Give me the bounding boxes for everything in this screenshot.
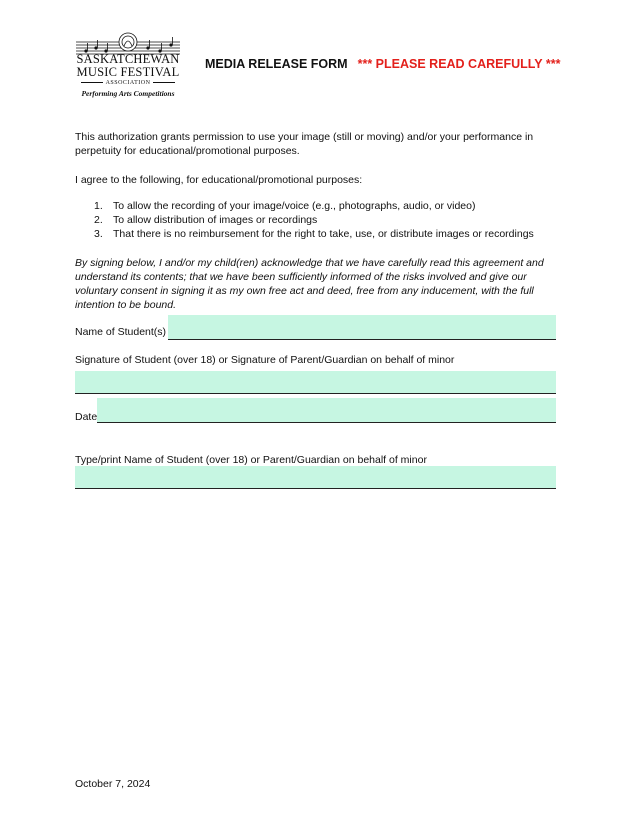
date-field[interactable] xyxy=(97,398,556,423)
intro-paragraph: This authorization grants permission to use your image (still or moving) and/or your performance in perpetuity for educational/promotional purposes. xyxy=(75,131,534,157)
signature-field[interactable] xyxy=(75,371,556,394)
list-item xyxy=(75,199,534,213)
list-number: 1. xyxy=(94,200,103,212)
list-item xyxy=(75,227,534,241)
agreement-list xyxy=(75,199,534,241)
logo-line-saskatchewan: SASKATCHEWAN xyxy=(76,52,180,66)
list-text: To allow distribution of images or recordings xyxy=(113,214,318,226)
warning-text: *** PLEASE READ CAREFULLY *** xyxy=(357,57,561,71)
association-logo xyxy=(74,32,182,102)
print-name-field[interactable] xyxy=(75,466,556,489)
logo-tagline: Performing Arts Competitions xyxy=(81,89,175,98)
student-name-field[interactable] xyxy=(168,315,556,340)
student-name-label: Name of Student(s) xyxy=(75,326,167,338)
agree-paragraph: I agree to the following, for educational/promotional purposes: xyxy=(75,174,363,186)
form-title: MEDIA RELEASE FORM xyxy=(205,57,348,71)
list-item xyxy=(75,213,534,227)
date-label: Date xyxy=(75,411,98,423)
list-number: 3. xyxy=(94,228,103,240)
list-number: 2. xyxy=(94,214,103,226)
acknowledgement-paragraph: By signing below, I and/or my child(ren) acknowledge that we have carefully read this agreement and understand its contents; that we have been sufficiently informed of the risks involved and give our voluntary consent in signing it as my own free act and deed, free from any inducement, with the full intention to be bound. xyxy=(75,257,544,311)
logo-line-association: ASSOCIATION xyxy=(74,80,182,86)
footer-date: October 7, 2024 xyxy=(75,778,151,790)
list-text: That there is no reimbursement for the right to take, use, or distribute images or recordings xyxy=(113,228,534,240)
signature-label: Signature of Student (over 18) or Signature of Parent/Guardian on behalf of minor xyxy=(75,354,455,366)
print-name-label: Type/print Name of Student (over 18) or Parent/Guardian on behalf of minor xyxy=(75,454,427,466)
list-text: To allow the recording of your image/voice (e.g., photographs, audio, or video) xyxy=(113,200,476,212)
page-title xyxy=(205,57,560,71)
logo-line-music-festival: MUSIC FESTIVAL xyxy=(76,65,180,79)
